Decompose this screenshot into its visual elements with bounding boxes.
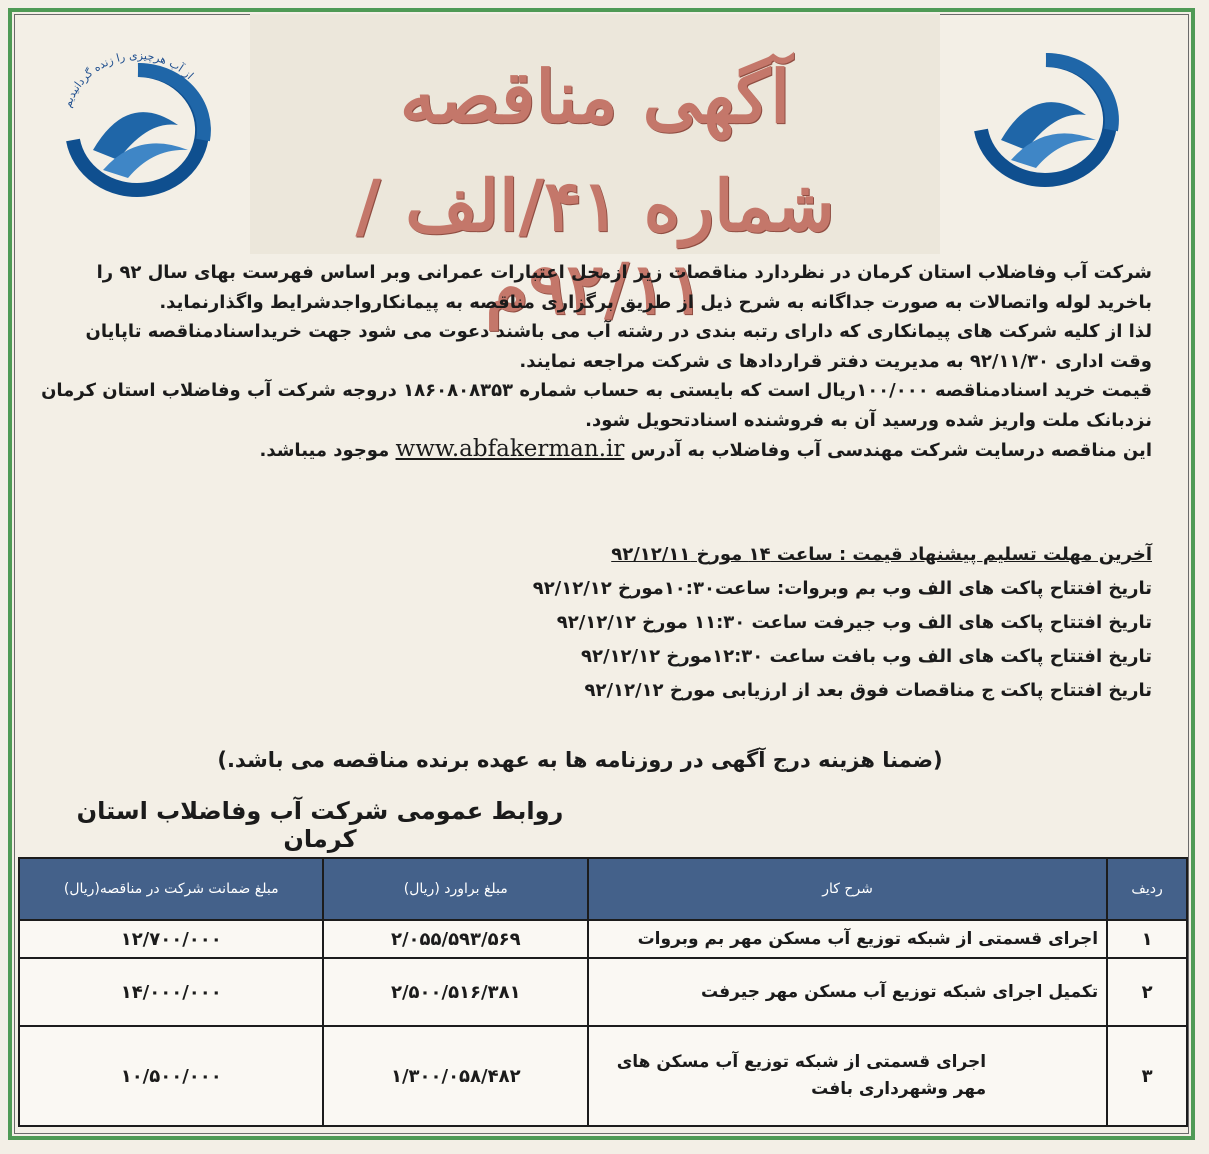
cost-note: (ضمنا هزینه درج آگهی در روزنامه ها به عهده برنده مناقصه می باشد.)	[217, 748, 943, 772]
table-header-row	[19, 858, 1187, 920]
opening-date-jiroft: تاریخ افتتاح پاکت های الف وب جیرفت ساعت ۱۱:۳۰ مورخ ۹۲/۱۲/۱۲	[556, 612, 1152, 633]
logo-right	[946, 20, 1146, 190]
water-company-logo-icon	[946, 20, 1146, 190]
row-guarantee: ۱۲/۷۰۰/۰۰۰	[19, 920, 323, 958]
row-description: اجرای قسمتی از شبکه توزیع آب مسکن های مهر وشهرداری بافت	[588, 1026, 1107, 1126]
row-estimate: ۲/۰۵۵/۵۹۳/۵۶۹	[323, 920, 588, 958]
row-number: ۱	[1107, 920, 1187, 958]
page-title: آگهی مناقصه	[399, 54, 791, 139]
row-number: ۲	[1107, 958, 1187, 1026]
row-guarantee: ۱۴/۰۰۰/۰۰۰	[19, 958, 323, 1026]
row-number: ۳	[1107, 1026, 1187, 1126]
header-row-number: ردیف	[1107, 858, 1187, 920]
table-row	[19, 958, 1187, 1026]
logo-motto: از آب هرچیزی را زنده گردانیدیم	[60, 48, 197, 110]
signature: روابط عمومی شرکت آب وفاضلاب استان کرمان	[76, 797, 564, 853]
row-estimate: ۱/۳۰۰/۰۵۸/۴۸۲	[323, 1026, 588, 1126]
row-estimate: ۲/۵۰۰/۵۱۶/۳۸۱	[323, 958, 588, 1026]
paragraph-intro: شرکت آب وفاضلاب استان کرمان در نظردارد مناقصات زیر ازمحل اعتبارات عمرانی وبر اساس فهرست بهای سال ۹۲ را باخرید لوله واتصالات به صورت جداگانه به شرح ذیل از طریق برگزاری مناقصه به پیمانکارواجدشرایط واگذارنماید.	[96, 262, 1152, 313]
header-estimate: مبلغ براورد (ریال)	[323, 858, 588, 920]
website-text-after: موجود میباشد.	[259, 440, 390, 461]
table-row	[19, 1026, 1187, 1126]
paragraph-website	[40, 435, 1152, 466]
table-row	[19, 920, 1187, 958]
logo-left	[38, 30, 238, 200]
tender-table	[18, 857, 1188, 1127]
opening-date-bam: تاریخ افتتاح پاکت های الف وب بم وبروات: ساعت۱۰:۳۰مورخ ۹۲/۱۲/۱۲	[532, 578, 1152, 599]
row-description: تکمیل اجرای شبکه توزیع آب مسکن مهر جیرفت	[588, 958, 1107, 1026]
website-text-before: این مناقصه درسایت شرکت مهندسی آب وفاضلاب به آدرس	[630, 440, 1152, 461]
tender-number: شماره ۴۱/الف /۹۲/۱۱م	[355, 164, 835, 330]
header-description: شرح کار	[588, 858, 1107, 920]
opening-date-baft: تاریخ افتتاح پاکت های الف وب بافت ساعت ۱۲:۳۰مورخ ۹۲/۱۲/۱۲	[581, 646, 1152, 667]
paragraph-price: قیمت خرید اسنادمناقصه ۱۰۰/۰۰۰ریال است که بایستی به حساب شماره ۱۸۶۰۸۰۸۳۵۳ دروجه شرکت آب وفاضلاب استان کرمان نزدبانک ملت واریز شده ورسید آن به فروشنده اسنادتحویل شود.	[41, 380, 1152, 431]
website-link[interactable]: www.abfakerman.ir	[395, 436, 625, 462]
paragraph-invitation: لذا از کلیه شرکت های پیمانکاری که دارای رتبه بندی در رشته آب می باشند دعوت می شود جهت خریداسنادمناقصه تاپایان وقت اداری ۹۲/۱۱/۳۰ به مدیریت دفتر قراردادها ی شرکت مراجعه نمایند.	[85, 321, 1152, 372]
header-guarantee: مبلغ ضمانت شرکت در مناقصه(ریال)	[19, 858, 323, 920]
deadline-line: آخرین مهلت تسلیم پیشنهاد قیمت : ساعت ۱۴ مورخ ۹۲/۱۲/۱۱	[611, 544, 1152, 565]
row-guarantee: ۱۰/۵۰۰/۰۰۰	[19, 1026, 323, 1126]
dates-list	[40, 538, 1152, 708]
announcement-body	[40, 258, 1152, 466]
row-description: اجرای قسمتی از شبکه توزیع آب مسکن مهر بم وبروات	[588, 920, 1107, 958]
opening-date-envelope-c: تاریخ افتتاح پاکت ج مناقصات فوق بعد از ارزیابی مورخ ۹۲/۱۲/۱۲	[584, 680, 1152, 701]
water-company-logo-icon	[38, 30, 238, 200]
